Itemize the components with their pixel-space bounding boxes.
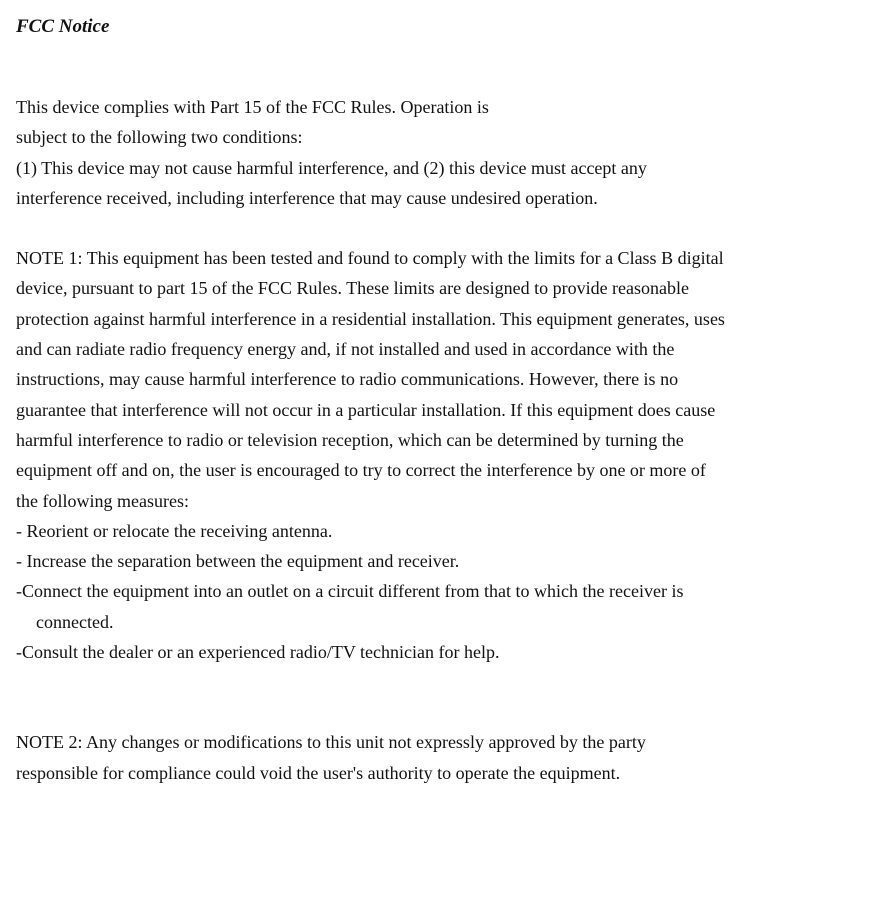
note2-line: NOTE 2: Any changes or modifications to this unit not expressly approved by the party: [16, 732, 646, 753]
note1-line: harmful interference to radio or television reception, which can be determined by turning the: [16, 429, 684, 450]
intro-line: subject to the following two conditions:: [16, 127, 303, 148]
intro-line: This device complies with Part 15 of the FCC Rules. Operation is: [16, 97, 489, 117]
note2-paragraph: [16, 727, 876, 788]
spacer: [16, 40, 876, 92]
note1-line: protection against harmful interference in a residential installation. This equipment generates, uses: [16, 308, 725, 329]
spacer: [16, 667, 876, 727]
note1-line: and can radiate radio frequency energy and, if not installed and used in accordance with the: [16, 339, 675, 360]
note1-line: guarantee that interference will not occur in a particular installation. If this equipment does cause: [16, 399, 716, 420]
measures-list: [16, 516, 876, 667]
measure-item: - Reorient or relocate the receiving antenna.: [16, 520, 333, 541]
intro-paragraph: [16, 92, 876, 213]
note1-line: the following measures:: [16, 490, 189, 511]
note1-line: device, pursuant to part 15 of the FCC Rules. These limits are designed to provide reasonable: [16, 278, 690, 299]
measure-item: -Connect the equipment into an outlet on a circuit different from that to which the receiver is: [16, 581, 684, 602]
note1-paragraph: [16, 243, 876, 516]
note2-line: responsible for compliance could void the user's authority to operate the equipment.: [16, 762, 621, 783]
note1-line: instructions, may cause harmful interference to radio communications. However, there is no: [16, 369, 679, 390]
notice-title: FCC Notice: [16, 16, 110, 37]
intro-line: interference received, including interference that may cause undesired operation.: [16, 187, 598, 208]
note1-line: equipment off and on, the user is encouraged to try to correct the interference by one or more of: [16, 460, 706, 481]
measure-item: -Consult the dealer or an experienced radio/TV technician for help.: [16, 642, 500, 663]
intro-line: (1) This device may not cause harmful interference, and (2) this device must accept any: [16, 157, 647, 178]
measure-item-continuation: connected.: [36, 611, 114, 632]
fcc-notice-document: [16, 14, 876, 788]
note1-line: NOTE 1: This equipment has been tested and found to comply with the limits for a Class B digital: [16, 248, 724, 269]
spacer: [16, 213, 876, 243]
measure-item: - Increase the separation between the equipment and receiver.: [16, 551, 460, 572]
